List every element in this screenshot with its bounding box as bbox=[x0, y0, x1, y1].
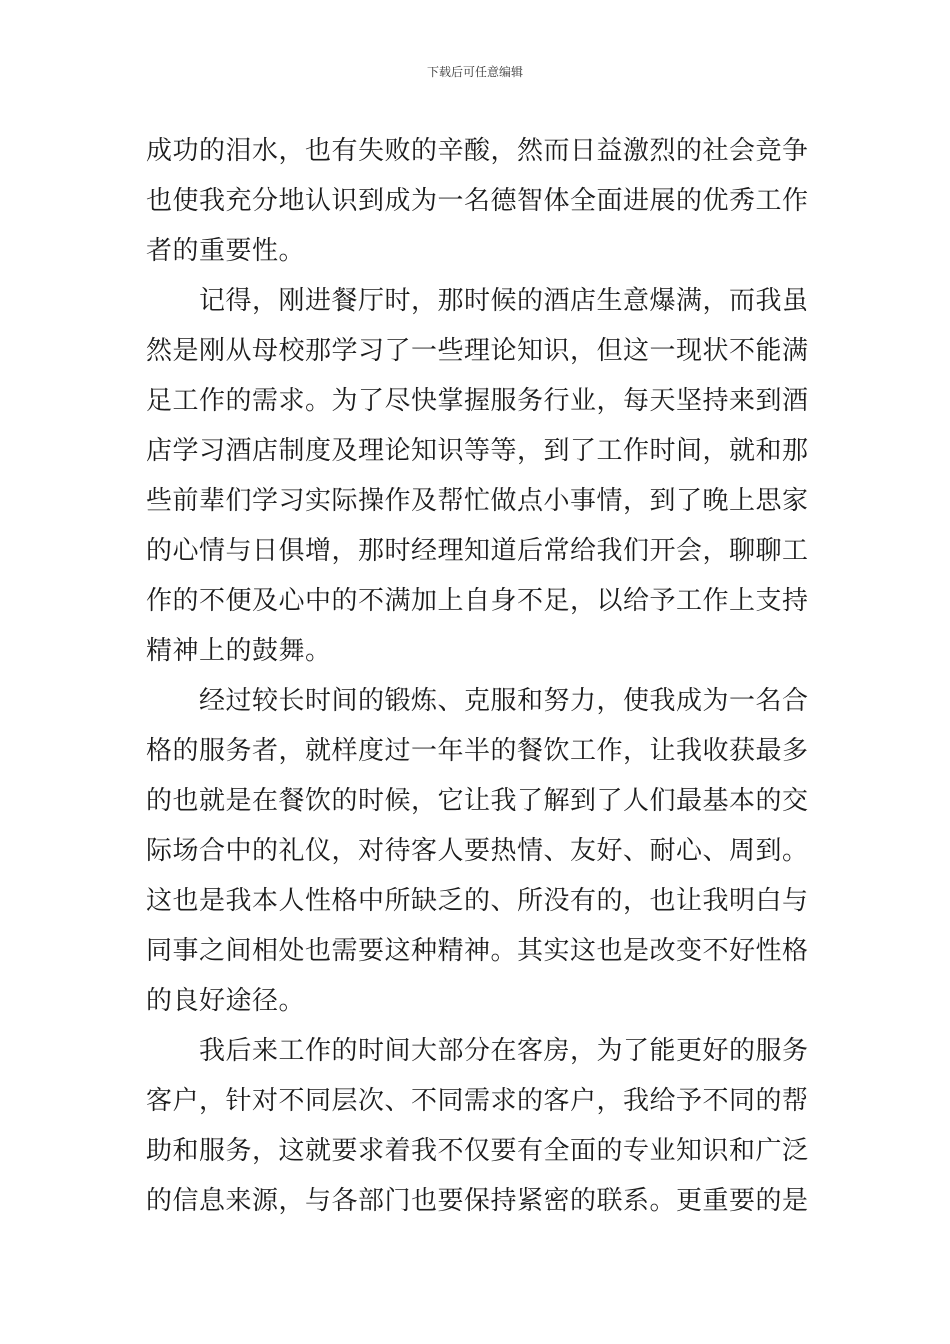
text-line: 些前辈们学习实际操作及帮忙做点小事情，到了晚上思家 bbox=[146, 486, 809, 516]
text-line: 然是刚从母校那学习了一些理论知识，但这一现状不能满 bbox=[146, 336, 809, 366]
text-line: 客户，针对不同层次、不同需求的客户，我给予不同的帮 bbox=[146, 1086, 809, 1116]
text-line: 我后来工作的时间大部分在客房，为了能更好的服务 bbox=[146, 1036, 809, 1066]
text-line: 足工作的需求。为了尽快掌握服务行业，每天坚持来到酒 bbox=[146, 386, 809, 416]
text-line: 成功的泪水，也有失败的辛酸，然而日益激烈的社会竞争 bbox=[146, 136, 809, 166]
text-line: 际场合中的礼仪，对待客人要热情、友好、耐心、周到。 bbox=[146, 836, 809, 866]
text-line: 作的不便及心中的不满加上自身不足，以给予工作上支持 bbox=[146, 586, 809, 616]
text-line: 同事之间相处也需要这种精神。其实这也是改变不好性格 bbox=[146, 936, 809, 966]
text-line: 的心情与日俱增，那时经理知道后常给我们开会，聊聊工 bbox=[146, 536, 809, 566]
text-line: 的信息来源，与各部门也要保持紧密的联系。更重要的是 bbox=[146, 1186, 809, 1216]
document-body bbox=[146, 126, 809, 1226]
text-line: 精神上的鼓舞。 bbox=[146, 636, 332, 666]
text-line: 经过较长时间的锻炼、克服和努力，使我成为一名合 bbox=[146, 686, 809, 716]
text-line: 这也是我本人性格中所缺乏的、所没有的，也让我明白与 bbox=[146, 886, 809, 916]
text-line: 助和服务，这就要求着我不仅要有全面的专业知识和广泛 bbox=[146, 1136, 809, 1166]
page-header: 下载后可任意编辑 bbox=[426, 65, 523, 79]
text-line: 格的服务者，就样度过一年半的餐饮工作，让我收获最多 bbox=[146, 736, 809, 766]
text-line: 的良好途径。 bbox=[146, 986, 306, 1016]
text-line: 者的重要性。 bbox=[146, 236, 306, 266]
text-line: 店学习酒店制度及理论知识等等，到了工作时间，就和那 bbox=[146, 436, 809, 466]
text-line: 的也就是在餐饮的时候，它让我了解到了人们最基本的交 bbox=[146, 786, 809, 816]
text-line: 记得，刚进餐厅时，那时候的酒店生意爆满，而我虽 bbox=[146, 286, 809, 316]
text-line: 也使我充分地认识到成为一名德智体全面进展的优秀工作 bbox=[146, 186, 809, 216]
